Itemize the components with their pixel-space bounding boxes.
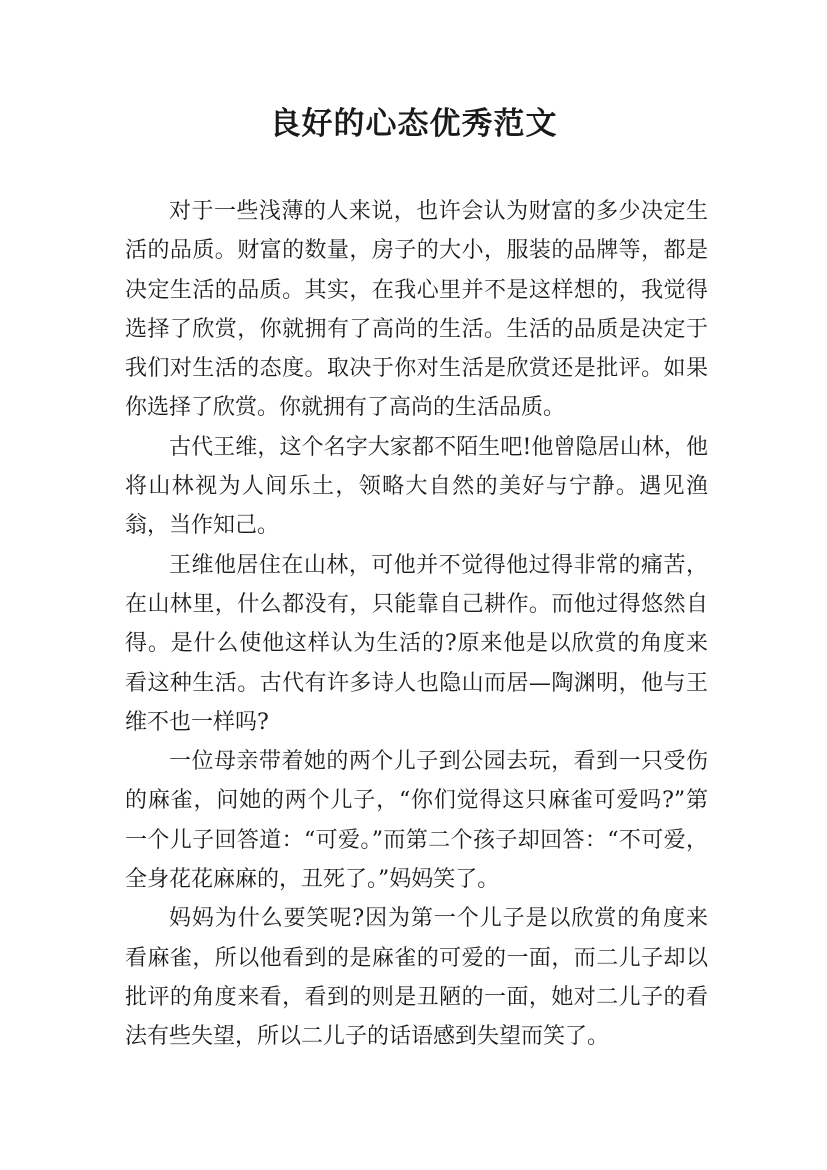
paragraph-2: 古代王维，这个名字大家都不陌生吧!他曾隐居山林，他将山林视为人间乐土，领略大自然的美好与宁静。遇见渔翁，当作知己。 <box>125 434 708 539</box>
document-body <box>125 192 708 1057</box>
paragraph-5: 妈妈为什么要笑呢?因为第一个儿子是以欣赏的角度来看麻雀，所以他看到的是麻雀的可爱的一面，而二儿子却以批评的角度来看，看到的则是丑陋的一面，她对二儿子的看法有些失望，所以二儿子的话语感到失望而笑了。 <box>125 906 708 1050</box>
paragraph-1: 对于一些浅薄的人来说，也许会认为财富的多少决定生活的品质。财富的数量，房子的大小，服装的品牌等，都是决定生活的品质。其实，在我心里并不是这样想的，我觉得选择了欣赏，你就拥有了高尚的生活。生活的品质是决定于我们对生活的态度。取决于你对生活是欣赏还是批评。如果你选择了欣赏。你就拥有了高尚的生活品质。 <box>125 199 708 421</box>
paragraph-3: 王维他居住在山林，可他并不觉得他过得非常的痛苦，在山林里，什么都没有，只能靠自己耕作。而他过得悠然自得。是什么使他这样认为生活的?原来他是以欣赏的角度来看这种生活。古代有许多诗人也隐山而居—陶渊明，他与王维不也一样吗? <box>125 552 708 735</box>
paragraph-4: 一位母亲带着她的两个儿子到公园去玩，看到一只受伤的麻雀，问她的两个儿子，“你们觉得这只麻雀可爱吗?”第一个儿子回答道：“可爱。”而第二个孩子却回答：“不可爱，全身花花麻麻的，丑死了。”妈妈笑了。 <box>125 749 708 893</box>
document-title: 良好的心态优秀范文 <box>269 106 558 142</box>
